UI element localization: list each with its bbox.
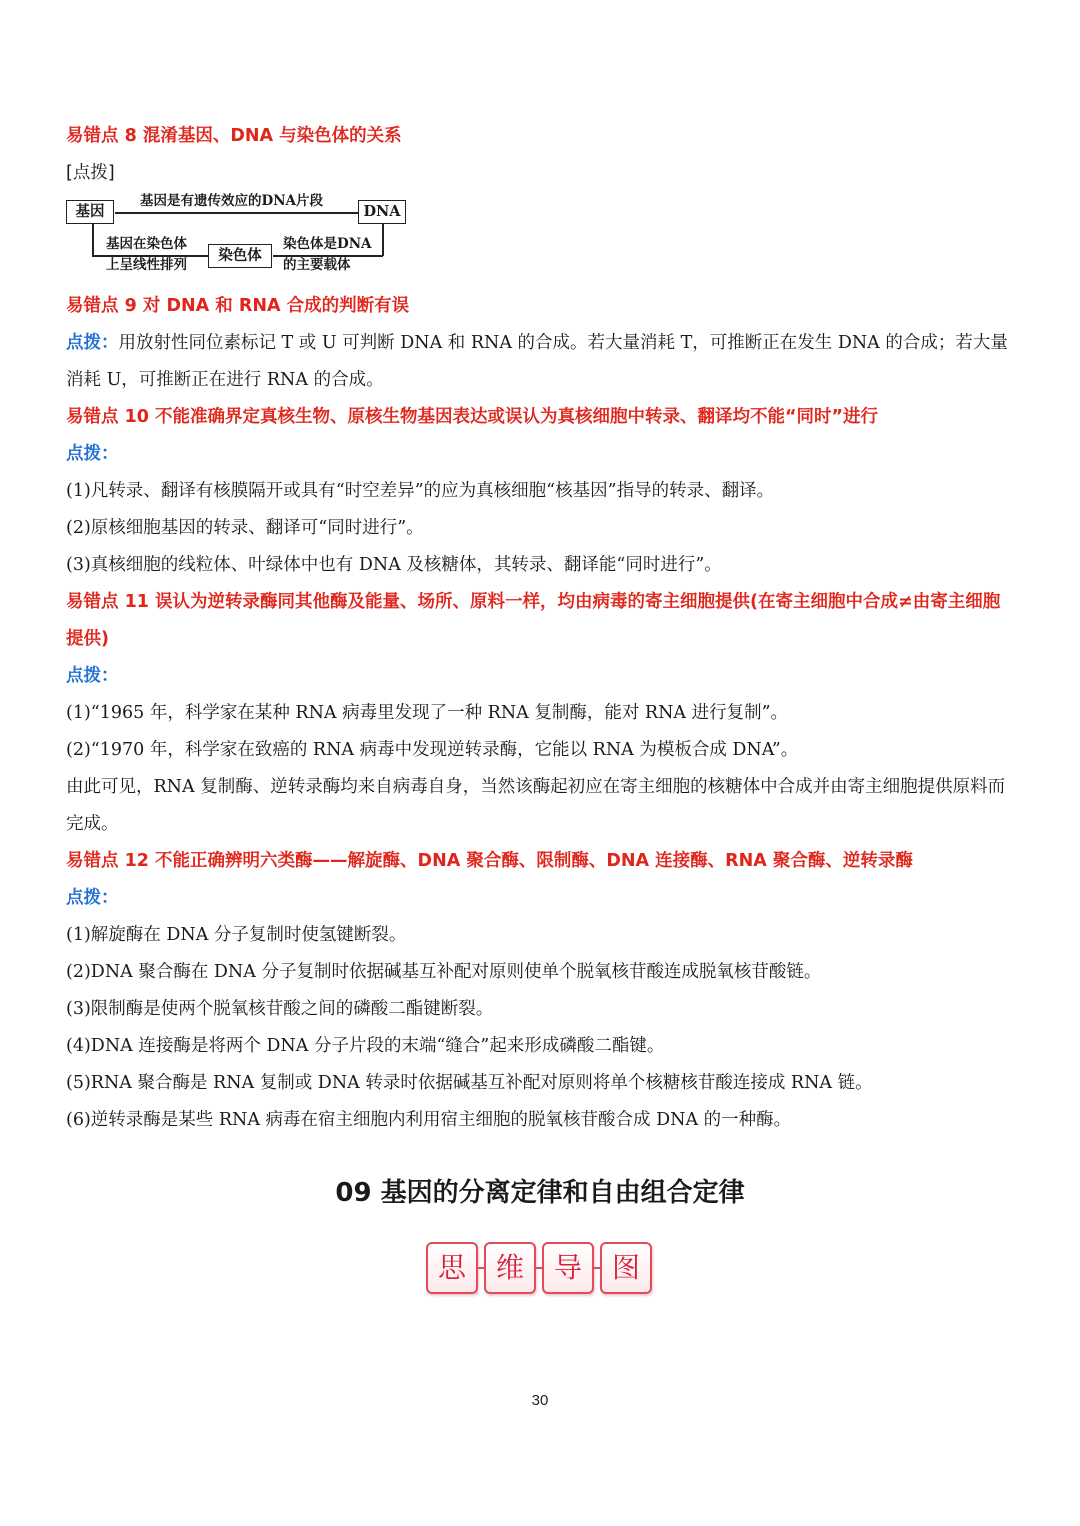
diagram-label-left-1: 基因在染色体 — [106, 236, 187, 252]
page-content — [66, 118, 1016, 1139]
section-10-item-3: (3)真核细胞的线粒体、叶绿体中也有 DNA 及核糖体，其转录、翻译能“同时进行”。 — [66, 555, 722, 575]
diagram-label-right-2: 的主要载体 — [283, 257, 351, 273]
section-10-tip-label: 点拨： — [66, 444, 119, 464]
diagram-label-left-2: 上呈线性排列 — [106, 257, 187, 273]
diagram-line-right-vertical — [382, 224, 384, 256]
section-9-tip-label: 点拨： — [66, 333, 119, 353]
section-12-item-3: (3)限制酶是使两个脱氧核苷酸之间的磷酸二酯键断裂。 — [66, 999, 494, 1019]
mindmap-char-4: 图 — [600, 1242, 652, 1294]
section-12-item-6: (6)逆转录酶是某些 RNA 病毒在宿主细胞内利用宿主细胞的脱氧核苷酸合成 DNA 的一种酶。 — [66, 1110, 792, 1130]
section-9-title: 易错点 9 对 DNA 和 RNA 合成的判断有误 — [66, 296, 410, 316]
section-12-title: 易错点 12 不能正确辨明六类酶——解旋酶、DNA 聚合酶、限制酶、DNA 连接酶、RNA 聚合酶、逆转录酶 — [66, 851, 913, 871]
diagram-label-top: 基因是有遗传效应的DNA片段 — [140, 193, 324, 209]
diagram-box-chromosome: 染色体 — [208, 244, 272, 268]
diagram-label-right-1: 染色体是DNA — [283, 236, 372, 252]
mindmap-char-1: 思 — [426, 1242, 478, 1294]
section-11-title: 易错点 11 误认为逆转录酶同其他酶及能量、场所、原料一样，均由病毒的寄主细胞提供(在寄主细胞中合成≠由寄主细胞提供) — [66, 592, 1001, 649]
mindmap-banner — [426, 1242, 656, 1294]
section-8-title: 易错点 8 混淆基因、DNA 与染色体的关系 — [66, 126, 402, 146]
mindmap-char-3: 导 — [542, 1242, 594, 1294]
diagram-box-gene: 基因 — [66, 200, 114, 224]
page-number: 30 — [531, 1392, 549, 1409]
section-12-item-5: (5)RNA 聚合酶是 RNA 复制或 DNA 转录时依据碱基互补配对原则将单个核糖核苷酸连接成 RNA 链。 — [66, 1073, 873, 1093]
section-11-item-2: (2)“1970 年，科学家在致癌的 RNA 病毒中发现逆转录酶，它能以 RNA 为模板合成 DNA”。 — [66, 740, 799, 760]
section-12-item-4: (4)DNA 连接酶是将两个 DNA 分子片段的末端“缝合”起来形成磷酸二酯键。 — [66, 1036, 665, 1056]
section-12-tip-label: 点拨： — [66, 888, 119, 908]
diagram-line-left-vertical — [92, 224, 94, 256]
section-11-item-1: (1)“1965 年，科学家在某种 RNA 病毒里发现了一种 RNA 复制酶，能对 RNA 进行复制”。 — [66, 703, 789, 723]
section-11-conclusion: 由此可见，RNA 复制酶、逆转录酶均来自病毒自身，当然该酶起初应在寄主细胞的核糖体中合成并由寄主细胞提供原料而完成。 — [66, 777, 1006, 834]
section-10-item-2: (2)原核细胞基因的转录、翻译可“同时进行”。 — [66, 518, 424, 538]
mindmap-char-2: 维 — [484, 1242, 536, 1294]
section-8-tip: [点拨] — [66, 163, 115, 183]
section-10-title: 易错点 10 不能准确界定真核生物、原核生物基因表达或误认为真核细胞中转录、翻译均不能“同时”进行 — [66, 407, 879, 427]
section-11-tip-label: 点拨： — [66, 666, 119, 686]
section-10-item-1: (1)凡转录、翻译有核膜隔开或具有“时空差异”的应为真核细胞“核基因”指导的转录、翻译。 — [66, 481, 775, 501]
chapter-title: 09 基因的分离定律和自由组合定律 — [335, 1178, 745, 1208]
section-12-item-2: (2)DNA 聚合酶在 DNA 分子复制时依据碱基互补配对原则使单个脱氧核苷酸连成脱氧核苷酸链。 — [66, 962, 822, 982]
diagram-box-dna: DNA — [358, 200, 406, 224]
section-9-tip-text: 用放射性同位素标记 T 或 U 可判断 DNA 和 RNA 的合成。若大量消耗 T，可推断正在发生 DNA 的合成；若大量消耗 U，可推断正在进行 RNA 的合成。 — [66, 333, 1008, 390]
section-9-tip — [66, 325, 1016, 399]
section-12-item-1: (1)解旋酶在 DNA 分子复制时使氢键断裂。 — [66, 925, 407, 945]
diagram-line-top — [115, 212, 358, 214]
gene-dna-chromosome-diagram — [66, 193, 426, 288]
